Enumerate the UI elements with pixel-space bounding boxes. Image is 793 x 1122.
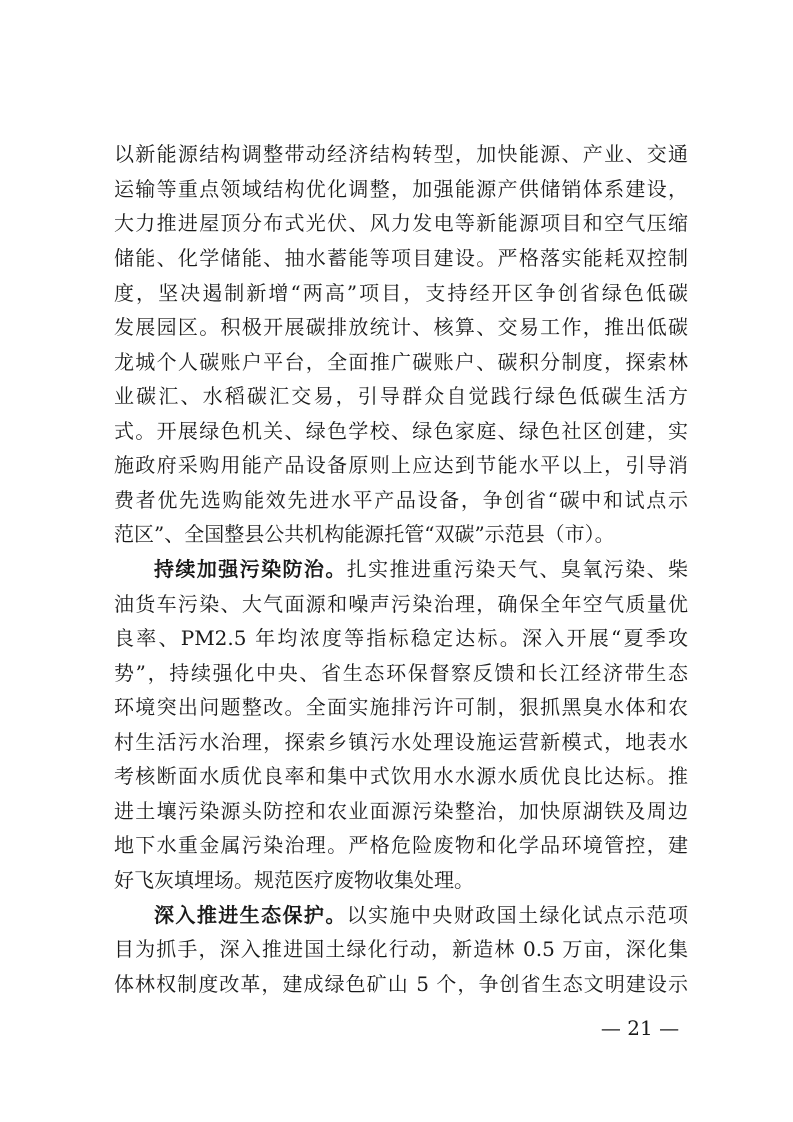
body-line: 良率、PM2.5 年均浓度等指标稳定达标。深入开展“夏季攻 xyxy=(114,626,688,650)
body-line: 费者优先选购能效先进水平产品设备，争创省“碳中和试点示 xyxy=(114,488,688,512)
body-line: 好飞灰填埋场。规范医疗废物收集处理。 xyxy=(114,868,474,892)
body-line: 油货车污染、大气面源和噪声污染治理，确保全年空气质量优 xyxy=(114,592,688,616)
body-line: 体林权制度改革，建成绿色矿山 5 个，争创省生态文明建设示 xyxy=(114,972,688,996)
body-text: 扎实推进重污染天气、臭氧污染、柴 xyxy=(346,557,688,581)
body-line: 业碳汇、水稻碳汇交易，引导群众自觉践行绿色低碳生活方 xyxy=(114,384,688,408)
body-line: 范区”、全国整县公共机构能源托管“双碳”示范县（市）。 xyxy=(114,522,615,546)
body-line: 发展园区。积极开展碳排放统计、核算、交易工作，推出低碳 xyxy=(114,315,688,339)
body-text: 以实施中央财政国土绿化试点示范项 xyxy=(346,903,688,927)
section-heading: 持续加强污染防治。 xyxy=(154,557,347,581)
body-line: 龙城个人碳账户平台，全面推广碳账户、碳积分制度，探索林 xyxy=(114,350,688,374)
body-line: 度，坚决遏制新增“两高”项目，支持经开区争创省绿色低碳 xyxy=(114,281,688,305)
body-line: 储能、化学储能、抽水蓄能等项目建设。严格落实能耗双控制 xyxy=(114,246,688,270)
body-line: 进土壤污染源头防控和农业面源污染整治，加快原湖铁及周边 xyxy=(114,799,688,823)
paragraph-first-line xyxy=(154,553,688,585)
paragraph-first-line xyxy=(154,899,688,931)
body-line: 以新能源结构调整带动经济结构转型，加快能源、产业、交通 xyxy=(114,142,688,166)
body-line: 地下水重金属污染治理。严格危险废物和化学品环境管控，建 xyxy=(114,833,688,857)
page-number: — 21 — xyxy=(600,1016,680,1040)
body-line: 大力推进屋顶分布式光伏、风力发电等新能源项目和空气压缩 xyxy=(114,211,688,235)
body-line: 式。开展绿色机关、绿色学校、绿色家庭、绿色社区创建，实 xyxy=(114,419,688,443)
body-line: 村生活污水治理，探索乡镇污水处理设施运营新模式，地表水 xyxy=(114,730,688,754)
body-line: 运输等重点领域结构优化调整，加强能源产供储销体系建设， xyxy=(114,177,688,201)
body-line: 考核断面水质优良率和集中式饮用水水源水质优良比达标。推 xyxy=(114,764,688,788)
section-heading: 深入推进生态保护。 xyxy=(154,903,347,927)
body-line: 势”，持续强化中央、省生态环保督察反馈和长江经济带生态 xyxy=(114,661,688,685)
body-line: 目为抓手，深入推进国土绿化行动，新造林 0.5 万亩，深化集 xyxy=(114,937,688,961)
body-line: 环境突出问题整改。全面实施排污许可制，狠抓黑臭水体和农 xyxy=(114,695,688,719)
body-line: 施政府采购用能产品设备原则上应达到节能水平以上，引导消 xyxy=(114,453,688,477)
